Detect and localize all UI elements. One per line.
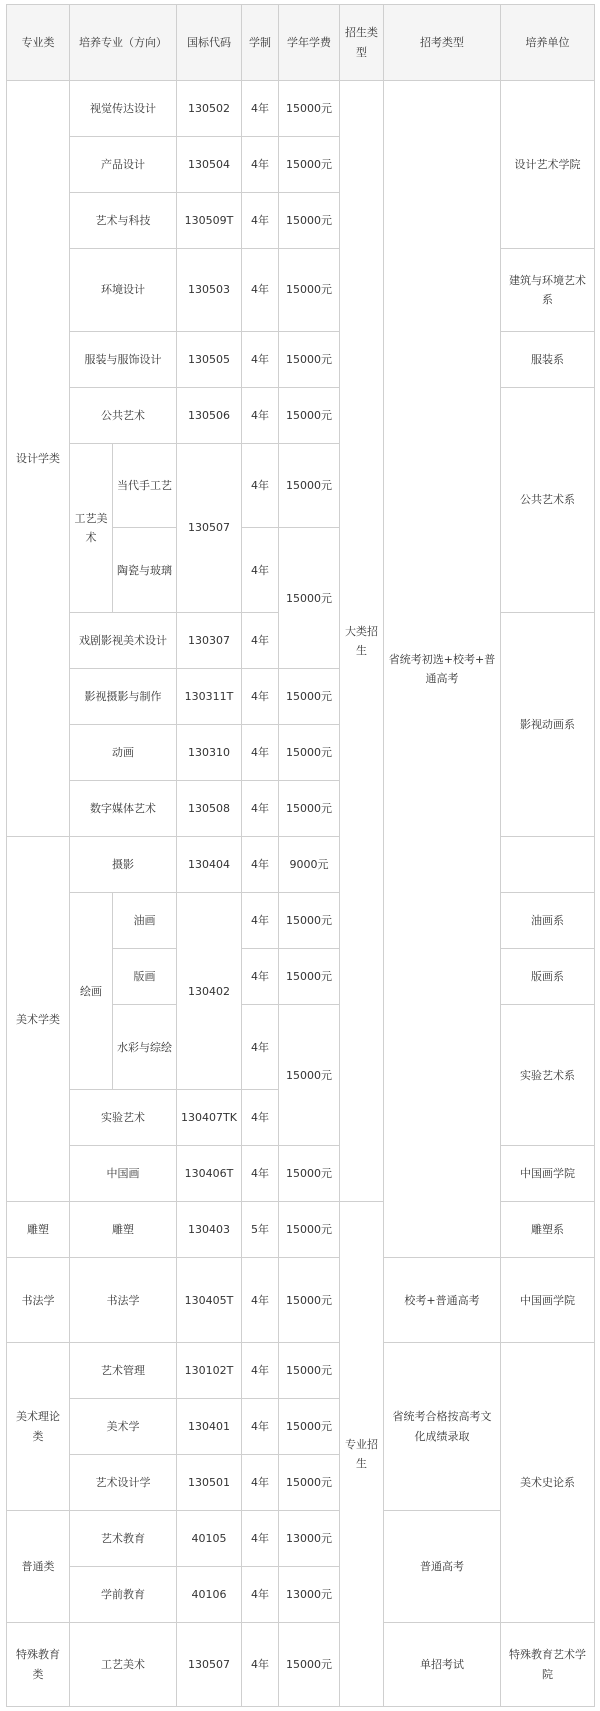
code-cell: 130507 — [177, 1623, 242, 1707]
category-cell: 雕塑 — [7, 1202, 70, 1258]
major-cell: 公共艺术 — [70, 387, 177, 443]
code-cell: 130505 — [177, 331, 242, 387]
major-cell: 油画 — [113, 893, 177, 949]
major-cell: 雕塑 — [70, 1202, 177, 1258]
code-cell: 40105 — [177, 1511, 242, 1567]
duration-cell: 4年 — [242, 249, 279, 331]
code-cell: 130404 — [177, 837, 242, 893]
category-cell: 设计学类 — [7, 81, 70, 837]
unit-cell: 美术史论系 — [501, 1342, 595, 1622]
fee-cell: 15000元 — [279, 137, 340, 193]
header-fee: 学年学费 — [279, 5, 340, 81]
major-cell: 艺术教育 — [70, 1511, 177, 1567]
fee-cell: 15000元 — [279, 949, 340, 1005]
duration-cell: 4年 — [242, 949, 279, 1005]
major-cell: 艺术与科技 — [70, 193, 177, 249]
fee-cell: 9000元 — [279, 837, 340, 893]
category-cell: 普通类 — [7, 1511, 70, 1623]
table-row — [7, 81, 595, 137]
duration-cell: 4年 — [242, 331, 279, 387]
exam-type-cell: 校考+普通高考 — [384, 1258, 501, 1343]
fee-cell: 15000元 — [279, 1399, 340, 1455]
table-row — [7, 1258, 595, 1343]
category-cell: 书法学 — [7, 1258, 70, 1343]
duration-cell: 4年 — [242, 1146, 279, 1202]
unit-cell: 特殊教育艺术学院 — [501, 1623, 595, 1707]
duration-cell: 4年 — [242, 1455, 279, 1511]
code-cell: 130503 — [177, 249, 242, 331]
fee-cell: 15000元 — [279, 781, 340, 837]
fee-cell: 15000元 — [279, 387, 340, 443]
code-cell: 130502 — [177, 81, 242, 137]
fee-cell: 15000元 — [279, 669, 340, 725]
fee-cell: 15000元 — [279, 193, 340, 249]
major-cell: 艺术设计学 — [70, 1455, 177, 1511]
code-cell: 130402 — [177, 893, 242, 1090]
duration-cell: 5年 — [242, 1202, 279, 1258]
fee-cell: 15000元 — [279, 443, 340, 528]
unit-cell: 建筑与环境艺术系 — [501, 249, 595, 331]
major-cell: 学前教育 — [70, 1567, 177, 1623]
duration-cell: 4年 — [242, 893, 279, 949]
code-cell: 130509T — [177, 193, 242, 249]
duration-cell: 4年 — [242, 81, 279, 137]
major-cell: 水彩与综绘 — [113, 1005, 177, 1090]
unit-cell: 服装系 — [501, 331, 595, 387]
header-code: 国标代码 — [177, 5, 242, 81]
unit-cell: 公共艺术系 — [501, 387, 595, 612]
fee-cell: 13000元 — [279, 1567, 340, 1623]
code-cell: 130504 — [177, 137, 242, 193]
code-cell: 130405T — [177, 1258, 242, 1343]
exam-type-cell: 省统考合格按高考文化成绩录取 — [384, 1342, 501, 1510]
table-row — [7, 1202, 595, 1258]
major-cell: 中国画 — [70, 1146, 177, 1202]
fee-cell: 15000元 — [279, 1623, 340, 1707]
unit-cell — [501, 837, 595, 893]
major-cell: 环境设计 — [70, 249, 177, 331]
header-unit: 培养单位 — [501, 5, 595, 81]
fee-cell: 15000元 — [279, 1146, 340, 1202]
duration-cell: 4年 — [242, 1511, 279, 1567]
major-cell: 艺术管理 — [70, 1342, 177, 1398]
code-cell: 130102T — [177, 1342, 242, 1398]
table-row — [7, 249, 595, 331]
major-cell: 产品设计 — [70, 137, 177, 193]
enroll-type-cell: 大类招生 — [340, 81, 384, 1202]
major-cell: 服装与服饰设计 — [70, 331, 177, 387]
major-cell: 戏剧影视美术设计 — [70, 613, 177, 669]
fee-cell: 15000元 — [279, 1455, 340, 1511]
exam-type-cell: 省统考初选+校考+普通高考 — [384, 81, 501, 1258]
duration-cell: 4年 — [242, 1090, 279, 1146]
fee-cell: 15000元 — [279, 893, 340, 949]
duration-cell: 4年 — [242, 193, 279, 249]
code-cell: 130407TK — [177, 1090, 242, 1146]
table-row — [7, 331, 595, 387]
header-enroll-type: 招生类型 — [340, 5, 384, 81]
major-cell: 实验艺术 — [70, 1090, 177, 1146]
major-cell: 影视摄影与制作 — [70, 669, 177, 725]
fee-cell: 15000元 — [279, 1005, 340, 1146]
major-cell: 书法学 — [70, 1258, 177, 1343]
duration-cell: 4年 — [242, 1399, 279, 1455]
group-cell: 工艺美术 — [70, 443, 113, 612]
exam-type-cell: 普通高考 — [384, 1511, 501, 1623]
code-cell: 130508 — [177, 781, 242, 837]
category-cell: 美术学类 — [7, 837, 70, 1202]
exam-type-cell: 单招考试 — [384, 1623, 501, 1707]
table-row — [7, 893, 595, 949]
table-row — [7, 1146, 595, 1202]
duration-cell: 4年 — [242, 781, 279, 837]
code-cell: 130403 — [177, 1202, 242, 1258]
major-cell: 动画 — [70, 725, 177, 781]
table-row — [7, 387, 595, 443]
major-cell: 当代手工艺 — [113, 443, 177, 528]
fee-cell: 15000元 — [279, 1258, 340, 1343]
fee-cell: 15000元 — [279, 725, 340, 781]
code-cell: 130506 — [177, 387, 242, 443]
fee-cell: 15000元 — [279, 249, 340, 331]
unit-cell: 雕塑系 — [501, 1202, 595, 1258]
enrollment-table — [6, 4, 595, 1707]
enroll-type-cell: 专业招生 — [340, 1202, 384, 1707]
code-cell: 130507 — [177, 443, 242, 612]
unit-cell: 版画系 — [501, 949, 595, 1005]
code-cell: 130307 — [177, 613, 242, 669]
header-exam-type: 招考类型 — [384, 5, 501, 81]
duration-cell: 4年 — [242, 1258, 279, 1343]
unit-cell: 实验艺术系 — [501, 1005, 595, 1146]
duration-cell: 4年 — [242, 1567, 279, 1623]
unit-cell: 油画系 — [501, 893, 595, 949]
category-cell: 特殊教育类 — [7, 1623, 70, 1707]
major-cell: 美术学 — [70, 1399, 177, 1455]
code-cell: 40106 — [177, 1567, 242, 1623]
major-cell: 数字媒体艺术 — [70, 781, 177, 837]
duration-cell: 4年 — [242, 387, 279, 443]
category-cell: 美术理论类 — [7, 1342, 70, 1510]
code-cell: 130501 — [177, 1455, 242, 1511]
fee-cell: 13000元 — [279, 1511, 340, 1567]
major-cell: 陶瓷与玻璃 — [113, 528, 177, 613]
major-cell: 版画 — [113, 949, 177, 1005]
group-cell: 绘画 — [70, 893, 113, 1090]
duration-cell: 4年 — [242, 669, 279, 725]
unit-cell: 中国画学院 — [501, 1146, 595, 1202]
unit-cell: 设计艺术学院 — [501, 81, 595, 249]
code-cell: 130310 — [177, 725, 242, 781]
header-major: 培养专业（方向） — [70, 5, 177, 81]
duration-cell: 4年 — [242, 1005, 279, 1090]
code-cell: 130401 — [177, 1399, 242, 1455]
table-row — [7, 1623, 595, 1707]
duration-cell: 4年 — [242, 137, 279, 193]
fee-cell: 15000元 — [279, 1202, 340, 1258]
unit-cell: 影视动画系 — [501, 613, 595, 837]
code-cell: 130406T — [177, 1146, 242, 1202]
fee-cell: 15000元 — [279, 1342, 340, 1398]
fee-cell: 15000元 — [279, 331, 340, 387]
fee-cell: 15000元 — [279, 528, 340, 669]
fee-cell: 15000元 — [279, 81, 340, 137]
duration-cell: 4年 — [242, 837, 279, 893]
duration-cell: 4年 — [242, 528, 279, 613]
code-cell: 130311T — [177, 669, 242, 725]
header-category: 专业类 — [7, 5, 70, 81]
header-duration: 学制 — [242, 5, 279, 81]
table-row — [7, 1342, 595, 1398]
header-row — [7, 5, 595, 81]
table-row — [7, 837, 595, 893]
unit-cell: 中国画学院 — [501, 1258, 595, 1343]
major-cell: 工艺美术 — [70, 1623, 177, 1707]
duration-cell: 4年 — [242, 1342, 279, 1398]
major-cell: 视觉传达设计 — [70, 81, 177, 137]
major-cell: 摄影 — [70, 837, 177, 893]
duration-cell: 4年 — [242, 1623, 279, 1707]
duration-cell: 4年 — [242, 725, 279, 781]
duration-cell: 4年 — [242, 443, 279, 528]
duration-cell: 4年 — [242, 613, 279, 669]
